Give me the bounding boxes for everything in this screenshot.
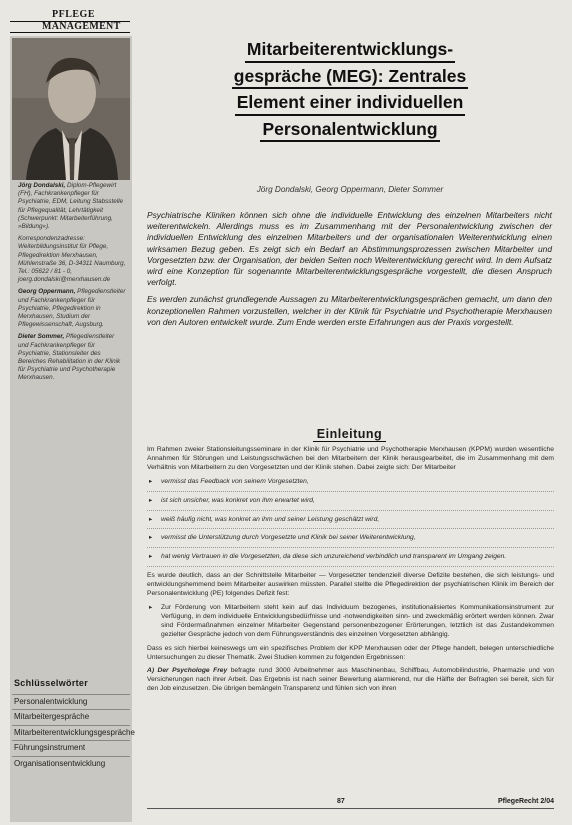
list-item: ▸ hat wenig Vertrauen in die Vorgesetzten, da diese sich unzureichend verbindlich und transparent im Umgang zeigen.: [147, 553, 554, 567]
lead-abstract: [147, 210, 552, 334]
keyword-item: Personalentwicklung: [12, 694, 130, 709]
keyword-item: Führungsinstrument: [12, 740, 130, 755]
keyword-item: Mitarbeitergespräche: [12, 709, 130, 724]
body-text: [147, 446, 554, 699]
masthead-line2: MANAGEMENT: [10, 21, 130, 33]
bio-name-oppermann: Georg Oppermann,: [18, 288, 76, 296]
section-heading-text: Einleitung: [313, 427, 386, 442]
author-bios: [18, 182, 126, 387]
bio-role-oppermann: Pflegedienstleiter und Fachkrankenpfleger für Psychiatrie, Pflegedirektion in Merxhausen, Studium der Pflegewissenschaft, Augsburg.: [18, 288, 126, 329]
keyword-item: Mitarbeiterentwicklungsgespräche: [12, 725, 130, 740]
bio-role-dondalski: Diplom-Pflegewirt (FH), Fachkrankenpfleger für Psychiatrie, EDM, Leitung Stabsstelle für Pflegequalität, Lehrtätigkeit (Schwerpunkt: Mitarbeiterführung, »Bildung«).: [18, 182, 123, 231]
lead-paragraph: Es werden zunächst grundlegende Aussagen zu Mitarbeiterentwicklungsgesprächen gemacht, um dann den konzeptionellen Rahmen vorzustellen, welcher in der Klinik für Psychiatrie und Psychotherapie Merxhausen von den Autoren entwickelt wurde. Zum Ende werden erste Erfahrungen aus der Praxis vorgestellt.: [147, 294, 552, 327]
journal-issue: PflegeRecht 2/04: [497, 798, 554, 805]
author-photo: [12, 38, 130, 180]
bio-name-dondalski: Jörg Dondalski,: [18, 182, 66, 189]
list-item: ▸ vermisst das Feedback von seinem Vorgesetzten,: [147, 478, 554, 492]
keyword-item: Organisationsentwicklung: [12, 756, 130, 771]
footer-rule: [147, 808, 554, 809]
keywords-box: [12, 678, 135, 771]
section-heading: [147, 427, 552, 441]
findings-list: [147, 478, 554, 568]
list-item: ▸ weiß häufig nicht, was konkret an ihm und seiner Leistung geschätzt wird,: [147, 516, 554, 530]
body-paragraph: Im Rahmen zweier Stationsleitungsseminare in der Klinik für Psychiatrie und Psychotherapie Merxhausen (KPPM) wurden wesentliche Annahmen für Störungen und Leistungsschwächen bei den Mitarbeitern der Klinik herausgearbeitet, die im Zusammenhang mit dem Verhältnis von Mitarbeitern zu den Vorgesetzten und der Klinik stehen. Dabei zeigte sich: Der Mitarbeiter: [147, 446, 554, 471]
lead-paragraph: Psychiatrische Kliniken können sich ohne die individuelle Entwicklung des einzelnen Mitarbeiters nicht weiterentwickeln. Allerdings muss es im Zusammenhang mit der Personalentwicklung zwischen der individuellen Entwicklung des einzelnen Mitarbeiters und der organisationalen Weiterentwicklung einen wirksamen Bezug geben. Es zeigt sich ein Bedarf an Abstimmungsprozessen zwischen Mitarbeiter und Vorgesetzten bzw. der Organisation, der beiden Seiten noch Weiterentwicklung gerecht wird. In dem Aufsatz wird eine Konzeption für sogenannte Mitarbeiterentwicklungsgespräche vorgestellt, die diesen Anspruch verfolgt.: [147, 210, 552, 288]
portrait-image: [12, 38, 130, 180]
list-item: ▸ vermisst die Unterstützung durch Vorgesetzte und Klinik bei seiner Weiterentwicklung,: [147, 534, 554, 548]
title-line: Personalentwicklung: [260, 118, 439, 143]
title-line: Element einer individuellen: [235, 91, 466, 116]
journal-masthead: [10, 10, 130, 33]
page-number: 87: [337, 798, 345, 805]
keywords-title: Schlüsselwörter: [14, 678, 89, 688]
list-item: ▸ ist sich unsicher, was konkret von ihm erwartet wird,: [147, 497, 554, 511]
body-paragraph: Dass es sich hierbei keineswegs um ein spezifisches Problem der KPP Merxhausen oder der Pflege handelt, belegen unterschiedliche Untersuchungen zu dieser Thematik. Zwei Studien kommen zu folgenden Ergebnissen:: [147, 644, 554, 661]
title-line: Mitarbeiterentwicklungs-: [245, 38, 455, 63]
masthead-line1: PFLEGE: [52, 9, 96, 20]
contact-address: Korrespondenzadresse: Weiterbildungsinstitut für Pflege, Pflegedirektion Merxhausen, Mühlenstraße 36, D-34311 Naumburg, Tel.: 05622 / 81 - 0, joerg.dondalski@merxhausen.de: [18, 235, 126, 284]
body-paragraph-arrow: ▸ Zur Förderung von Mitarbeitern steht kein auf das Individuum bezogenes, institutionalisiertes Kommunikationsinstrument zur Verfügung, in dem individuelle Entwicklungsbedürfnisse und -notwendigkeiten sinn- und zweckmäßig erörtert werden können. Zwar sind Fördermaßnahmen einzelner Mitarbeiter Gegenstand personenbezogener Erörterungen, letztlich ist das Zustandekommen gezielter Gespräche jedoch von dem Führungsverständnis des einzelnen Vorgesetzten abhängig.: [147, 604, 554, 640]
title-line: gespräche (MEG): Zentrales: [232, 65, 468, 90]
body-paragraph: [147, 667, 554, 694]
bio-name-sommer: Dieter Sommer,: [18, 333, 65, 341]
study-text: befragte rund 3000 Arbeitnehmer aus Maschinenbau, Schiffbau, Automobilindustrie, Pharmazie und von Versicherungen nach ihrer Arbeit. Das Ergebnis ist nach seiner Bewertung alarmierend, nur die Hälfte der Befragten sei bereit, sich für den Job einzusetzen. Die übrigen bemängeln Transparenz und fühlen sich von ihren: [147, 667, 554, 693]
article-title: [185, 38, 515, 144]
body-paragraph: Es wurde deutlich, dass an der Schnittstelle Mitarbeiter — Vorgesetzter tendenziell diverse Defizite bestehen, die sich leistungs- und entwicklungshemmend beim Mitarbeiter auswirken müssten. Parallel stellte die Pflegedirektion der psychiatrischen Klinik im Bereich der Personalentwicklung (PE) folgendes Defizit fest:: [147, 572, 554, 598]
study-label: A) Der Psychologe Frey: [147, 667, 228, 675]
bio-role-sommer: Pflegedienstleiter und Fachkrankenpfleger für Psychiatrie, Stationsleiter des Bereiches Rehabilitation in der Klinik für Psychiatrie und Psychotherapie Merxhausen.: [18, 333, 121, 382]
author-line: Jörg Dondalski, Georg Oppermann, Dieter Sommer: [256, 185, 444, 194]
